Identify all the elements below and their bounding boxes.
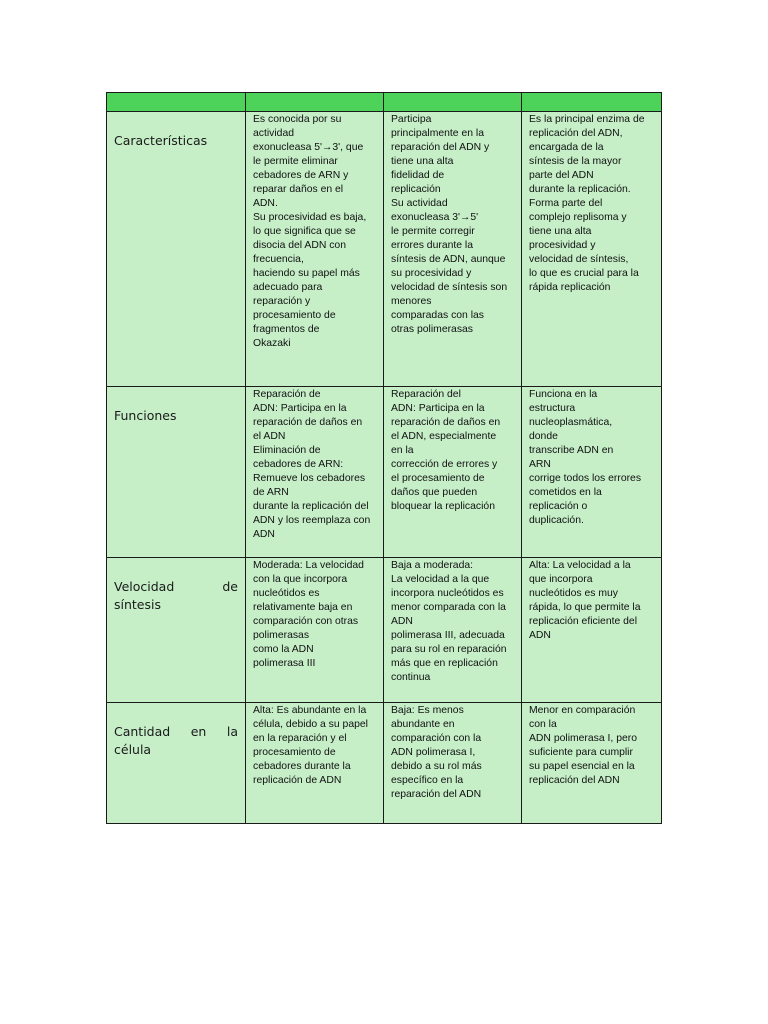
cell-line: Es conocida por su xyxy=(253,114,342,125)
cell-line: exonucleasa 3'→5' xyxy=(391,212,479,223)
cell-line: frecuencia, xyxy=(253,254,304,265)
cell-line: comparadas con las xyxy=(391,310,484,321)
header-row xyxy=(107,93,662,112)
cell-line: para su rol en reparación xyxy=(391,644,507,655)
cell-line: replicación de ADN xyxy=(253,775,342,786)
cell-line: ADN. xyxy=(253,198,278,209)
cell-line: tiene una alta xyxy=(529,226,592,237)
cell-line: Alta: La velocidad a la xyxy=(529,560,631,571)
cell-line: relativamente baja en xyxy=(253,602,353,613)
cell-line: estructura xyxy=(529,403,576,414)
cell-line: Reparación del xyxy=(391,389,461,400)
cell-line: Su actividad xyxy=(391,198,448,209)
cell-line: replicación eficiente del xyxy=(529,616,638,627)
cell-line: síntesis de ADN, aunque xyxy=(391,254,506,265)
table-cell xyxy=(384,112,522,387)
cell-line: cebadores de ARN: xyxy=(253,459,344,470)
cell-line: Menor en comparación xyxy=(529,705,636,716)
table-row xyxy=(107,112,662,387)
cell-line: comparación con la xyxy=(391,733,482,744)
header-cell xyxy=(522,93,662,112)
cell-line: otras polimerasas xyxy=(391,324,474,335)
cell-line: nucleoplasmática, xyxy=(529,417,613,428)
table-cell xyxy=(522,112,662,387)
cell-line: como la ADN xyxy=(253,644,314,655)
table-cell xyxy=(246,112,384,387)
cell-line: cometidos en la xyxy=(529,487,602,498)
table-cell xyxy=(384,387,522,558)
cell-line: continua xyxy=(391,672,431,683)
cell-line: cebadores de ARN y xyxy=(253,170,349,181)
cell-line: corrección de errores y xyxy=(391,459,498,470)
cell-line: que incorpora xyxy=(529,574,593,585)
cell-line: lo que significa que se xyxy=(253,226,356,237)
cell-line: Remueve los cebadores xyxy=(253,473,366,484)
cell-line: reparación de daños en xyxy=(253,417,363,428)
cell-line: parte del ADN xyxy=(529,170,594,181)
cell-line: velocidad de síntesis, xyxy=(529,254,629,265)
cell-line: Funciona en la xyxy=(529,389,598,400)
cell-line: con la que incorpora xyxy=(253,574,348,585)
cell-line: su procesividad y xyxy=(391,268,472,279)
cell-line: abundante en xyxy=(391,719,455,730)
cell-line: en la reparación y el xyxy=(253,733,347,744)
cell-line: durante la replicación del xyxy=(253,501,369,512)
cell-line: reparación y xyxy=(253,296,311,307)
cell-line: exonucleasa 5'→3', que xyxy=(253,142,364,153)
cell-line: Forma parte del xyxy=(529,198,603,209)
cell-line: replicación del ADN xyxy=(529,775,620,786)
table-cell xyxy=(246,703,384,824)
cell-line: rápida replicación xyxy=(529,282,611,293)
cell-line: el ADN xyxy=(253,431,286,442)
cell-line: La velocidad a la que xyxy=(391,574,490,585)
table-cell xyxy=(384,558,522,703)
table-cell xyxy=(246,558,384,703)
cell-line: en la xyxy=(391,445,414,456)
row-label: Características xyxy=(107,112,246,387)
cell-line: nucleótidos es muy xyxy=(529,588,618,599)
cell-line: suficiente para cumplir xyxy=(529,747,633,758)
row-label: Cantidad en la célula xyxy=(107,703,246,824)
header-cell xyxy=(384,93,522,112)
cell-line: actividad xyxy=(253,128,295,139)
cell-line: errores durante la xyxy=(391,240,474,251)
cell-line: corrige todos los errores xyxy=(529,473,642,484)
cell-line: Su procesividad es baja, xyxy=(253,212,367,223)
cell-line: velocidad de síntesis son xyxy=(391,282,508,293)
row-label: Funciones xyxy=(107,387,246,558)
cell-line: ADN polimerasa I, pero xyxy=(529,733,637,744)
cell-line: de ARN xyxy=(253,487,289,498)
cell-line: ADN xyxy=(529,630,551,641)
cell-line: donde xyxy=(529,431,558,442)
cell-line: reparar daños en el xyxy=(253,184,344,195)
cell-line: su papel esencial en la xyxy=(529,761,635,772)
comparison-table xyxy=(106,92,662,824)
cell-line: ADN y los reemplaza con xyxy=(253,515,371,526)
cell-line: transcribe ADN en xyxy=(529,445,614,456)
cell-line: lo que es crucial para la xyxy=(529,268,639,279)
cell-line: principalmente en la xyxy=(391,128,484,139)
cell-line: replicación xyxy=(391,184,441,195)
cell-line: Baja: Es menos xyxy=(391,705,464,716)
cell-line: ADN xyxy=(253,529,275,540)
cell-line: replicación del ADN, xyxy=(529,128,623,139)
cell-line: replicación o xyxy=(529,501,588,512)
cell-line: cebadores durante la xyxy=(253,761,351,772)
cell-line: rápida, lo que permite la xyxy=(529,602,641,613)
cell-line: complejo replisoma y xyxy=(529,212,627,223)
cell-line: ADN: Participa en la xyxy=(253,403,347,414)
cell-line: encargada de la xyxy=(529,142,604,153)
cell-line: polimerasas xyxy=(253,630,310,641)
cell-line: comparación con otras xyxy=(253,616,359,627)
header-cell xyxy=(107,93,246,112)
cell-line: duplicación. xyxy=(529,515,584,526)
cell-line: procesamiento de xyxy=(253,747,336,758)
cell-line: el procesamiento de xyxy=(391,473,485,484)
cell-line: adecuado para xyxy=(253,282,323,293)
cell-line: fidelidad de xyxy=(391,170,445,181)
cell-line: síntesis de la mayor xyxy=(529,156,622,167)
table-row xyxy=(107,703,662,824)
cell-line: haciendo su papel más xyxy=(253,268,360,279)
cell-line: ADN xyxy=(391,616,413,627)
cell-line: procesividad y xyxy=(529,240,596,251)
cell-line: nucleótidos es xyxy=(253,588,320,599)
cell-line: con la xyxy=(529,719,557,730)
cell-line: Participa xyxy=(391,114,432,125)
cell-line: ADN polimerasa I, xyxy=(391,747,476,758)
table-cell xyxy=(246,387,384,558)
table-cell xyxy=(522,558,662,703)
cell-line: Okazaki xyxy=(253,338,291,349)
cell-line: Eliminación de xyxy=(253,445,321,456)
cell-line: Baja a moderada: xyxy=(391,560,474,571)
cell-line: disocia del ADN con xyxy=(253,240,346,251)
table-cell xyxy=(384,703,522,824)
cell-line: más que en replicación xyxy=(391,658,498,669)
cell-line: le permite eliminar xyxy=(253,156,338,167)
cell-line: polimerasa III, adecuada xyxy=(391,630,505,641)
header-cell xyxy=(246,93,384,112)
cell-line: específico en la xyxy=(391,775,464,786)
cell-line: reparación del ADN y xyxy=(391,142,490,153)
row-label: Velocidad de síntesis xyxy=(107,558,246,703)
cell-line: daños que pueden xyxy=(391,487,478,498)
cell-line: le permite corregir xyxy=(391,226,475,237)
cell-line: tiene una alta xyxy=(391,156,454,167)
cell-line: incorpora nucleótidos es xyxy=(391,588,504,599)
table-cell xyxy=(522,387,662,558)
cell-line: procesamiento de xyxy=(253,310,336,321)
cell-line: fragmentos de xyxy=(253,324,320,335)
table-row xyxy=(107,387,662,558)
cell-line: célula, debido a su papel xyxy=(253,719,368,730)
cell-line: ARN xyxy=(529,459,551,470)
cell-line: Es la principal enzima de xyxy=(529,114,645,125)
cell-line: reparación de daños en xyxy=(391,417,501,428)
cell-line: menores xyxy=(391,296,432,307)
cell-line: ADN: Participa en la xyxy=(391,403,485,414)
cell-line: polimerasa III xyxy=(253,658,316,669)
table-row xyxy=(107,558,662,703)
cell-line: Alta: Es abundante en la xyxy=(253,705,367,716)
table-cell xyxy=(522,703,662,824)
cell-line: bloquear la replicación xyxy=(391,501,495,512)
cell-line: reparación del ADN xyxy=(391,789,482,800)
cell-line: Moderada: La velocidad xyxy=(253,560,364,571)
cell-line: menor comparada con la xyxy=(391,602,506,613)
cell-line: Reparación de xyxy=(253,389,321,400)
cell-line: durante la replicación. xyxy=(529,184,631,195)
cell-line: el ADN, especialmente xyxy=(391,431,497,442)
cell-line: debido a su rol más xyxy=(391,761,482,772)
